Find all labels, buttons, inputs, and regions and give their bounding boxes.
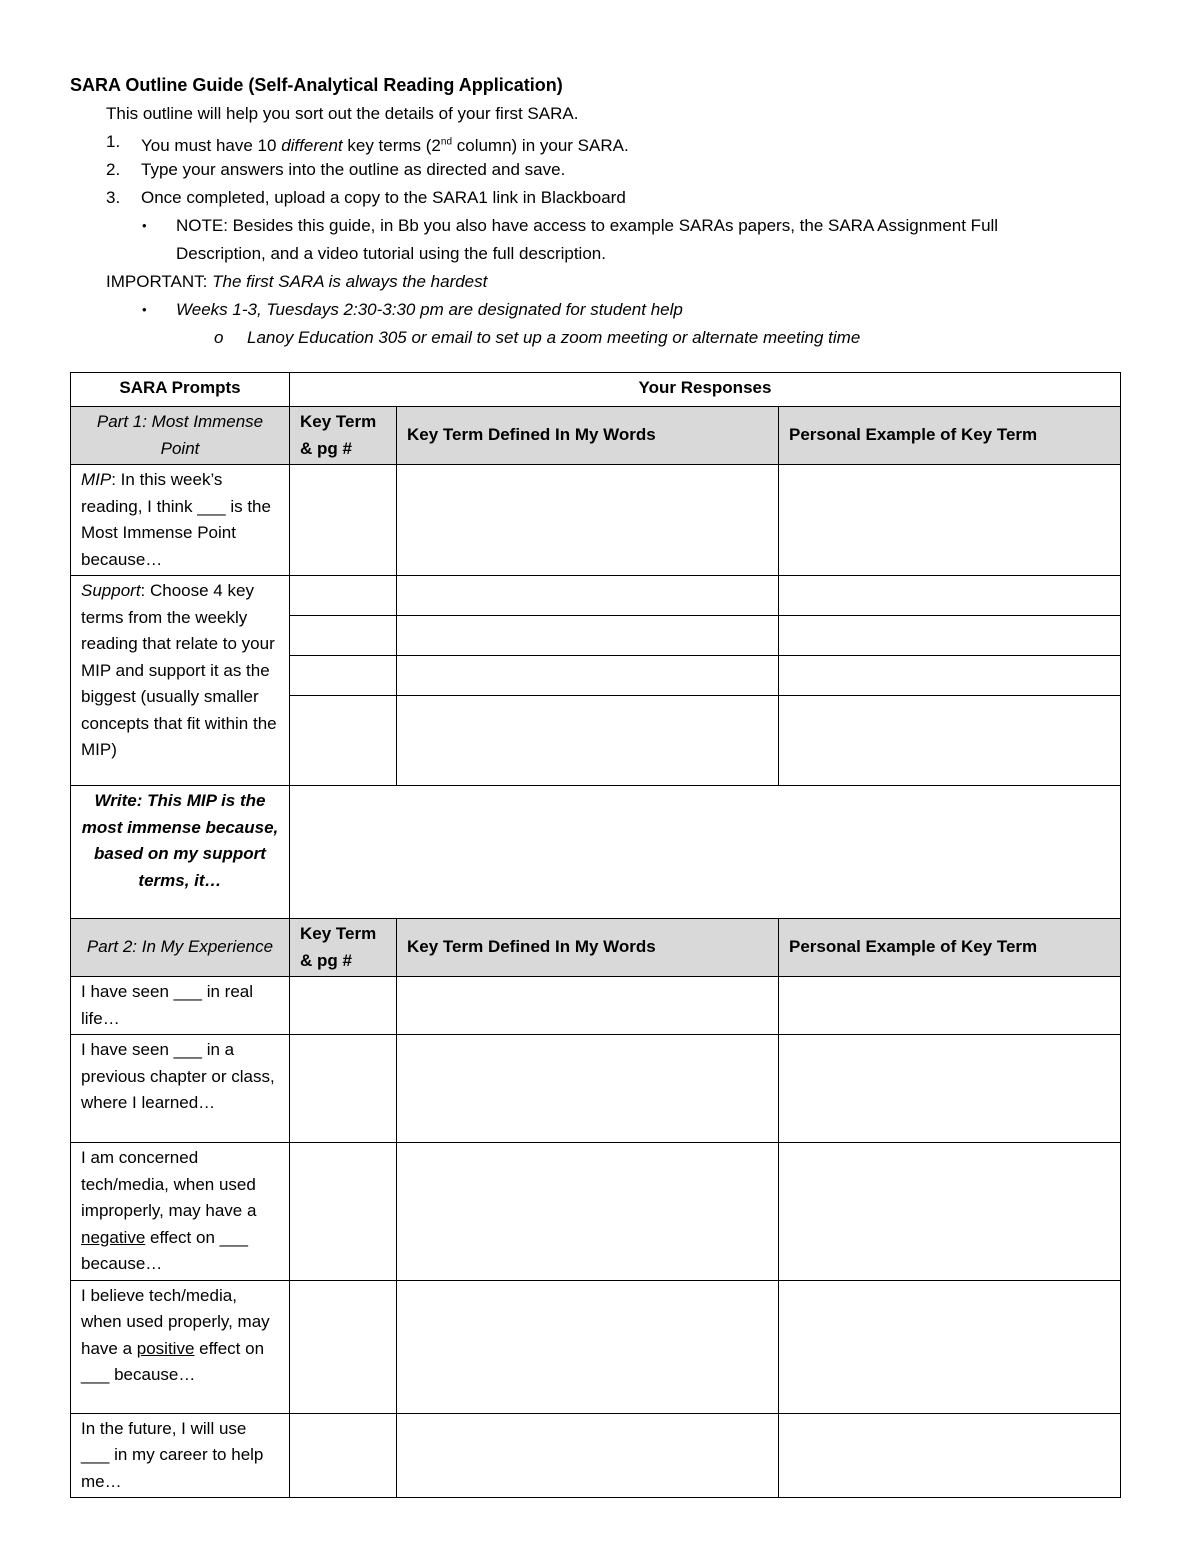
bullet-icon: • <box>142 302 147 317</box>
response-cell[interactable] <box>779 1035 1121 1143</box>
note-line-continued: Description, and a video tutorial using the full description. <box>176 244 606 263</box>
sara-outline-table <box>70 372 1121 1498</box>
response-cell[interactable] <box>290 1035 397 1143</box>
experience-row <box>71 1413 1121 1498</box>
step-number: 3. <box>106 188 121 207</box>
response-cell[interactable] <box>290 786 1121 919</box>
intro-text: This outline will help you sort out the details of your first SARA. <box>106 104 579 123</box>
weeks-line: • Weeks 1-3, Tuesdays 2:30-3:30 pm are designated for student help <box>70 296 1130 324</box>
step-number: 1. <box>106 132 121 151</box>
response-cell[interactable] <box>290 1413 397 1498</box>
support-row <box>71 576 1121 616</box>
example-column-header: Personal Example of Key Term <box>779 919 1121 977</box>
part2-header-row <box>71 919 1121 977</box>
write-row <box>71 786 1121 919</box>
step-2: 2. Type your answers into the outline as directed and save. <box>70 156 1130 184</box>
important-line: IMPORTANT: The first SARA is always the hardest <box>106 272 488 291</box>
previous-chapter-prompt: I have seen ___ in a previous chapter or class, where I learned… <box>71 1035 290 1143</box>
response-cell[interactable] <box>290 1280 397 1413</box>
key-term-column-header: Key Term & pg # <box>290 407 397 465</box>
sub-bullet-icon: o <box>214 328 224 347</box>
response-cell[interactable] <box>779 616 1121 656</box>
response-cell[interactable] <box>290 465 397 576</box>
response-cell[interactable] <box>290 576 397 616</box>
part2-title: Part 2: In My Experience <box>71 919 290 977</box>
outline-header <box>70 72 1130 352</box>
note-line: • NOTE: Besides this guide, in Bb you also have access to example SARAs papers, the SARA Assignment Full <box>70 212 1130 240</box>
response-cell[interactable] <box>397 1280 779 1413</box>
experience-row <box>71 1280 1121 1413</box>
write-prompt: Write: This MIP is the most immense because, based on my support terms, it… <box>71 786 290 919</box>
response-cell[interactable] <box>397 616 779 656</box>
example-column-header: Personal Example of Key Term <box>779 407 1121 465</box>
experience-row <box>71 1143 1121 1281</box>
future-career-prompt: In the future, I will use ___ in my career to help me… <box>71 1413 290 1498</box>
real-life-prompt: I have seen ___ in real life… <box>71 977 290 1035</box>
response-cell[interactable] <box>779 1280 1121 1413</box>
document-title: SARA Outline Guide (Self-Analytical Reading Application) <box>70 75 563 95</box>
bullet-icon: • <box>142 218 147 233</box>
negative-effect-prompt: I am concerned tech/media, when used improperly, may have a negative effect on ___ because… <box>71 1143 290 1281</box>
response-cell[interactable] <box>397 696 779 786</box>
key-term-column-header: Key Term & pg # <box>290 919 397 977</box>
response-cell[interactable] <box>779 1413 1121 1498</box>
response-cell[interactable] <box>397 576 779 616</box>
response-cell[interactable] <box>290 977 397 1035</box>
table-header-row <box>71 373 1121 407</box>
part1-title: Part 1: Most Immense Point <box>71 407 290 465</box>
response-cell[interactable] <box>290 696 397 786</box>
response-cell[interactable] <box>397 1413 779 1498</box>
mip-row <box>71 465 1121 576</box>
experience-row <box>71 977 1121 1035</box>
step-3: 3. Once completed, upload a copy to the SARA1 link in Blackboard <box>70 184 1130 212</box>
response-cell[interactable] <box>779 977 1121 1035</box>
step-number: 2. <box>106 160 121 179</box>
part1-header-row <box>71 407 1121 465</box>
step-1: 1. You must have 10 different key terms (2nd column) in your SARA. <box>70 128 1130 156</box>
response-cell[interactable] <box>397 656 779 696</box>
defined-column-header: Key Term Defined In My Words <box>397 407 779 465</box>
responses-header: Your Responses <box>290 373 1121 407</box>
response-cell[interactable] <box>397 1035 779 1143</box>
location-line: o Lanoy Education 305 or email to set up a zoom meeting or alternate meeting time <box>70 324 1130 352</box>
experience-row <box>71 1035 1121 1143</box>
response-cell[interactable] <box>397 1143 779 1281</box>
support-prompt: Support: Choose 4 key terms from the weekly reading that relate to your MIP and support it as the biggest (usually smaller concepts that fit within the MIP) <box>71 576 290 786</box>
response-cell[interactable] <box>290 1143 397 1281</box>
response-cell[interactable] <box>779 465 1121 576</box>
response-cell[interactable] <box>779 576 1121 616</box>
response-cell[interactable] <box>397 977 779 1035</box>
mip-prompt: MIP: In this week’s reading, I think ___ is the Most Immense Point because… <box>71 465 290 576</box>
response-cell[interactable] <box>779 696 1121 786</box>
defined-column-header: Key Term Defined In My Words <box>397 919 779 977</box>
response-cell[interactable] <box>779 1143 1121 1281</box>
response-cell[interactable] <box>397 465 779 576</box>
response-cell[interactable] <box>779 656 1121 696</box>
positive-effect-prompt: I believe tech/media, when used properly, may have a positive effect on ___ because… <box>71 1280 290 1413</box>
prompts-header: SARA Prompts <box>71 373 290 407</box>
response-cell[interactable] <box>290 616 397 656</box>
response-cell[interactable] <box>290 656 397 696</box>
